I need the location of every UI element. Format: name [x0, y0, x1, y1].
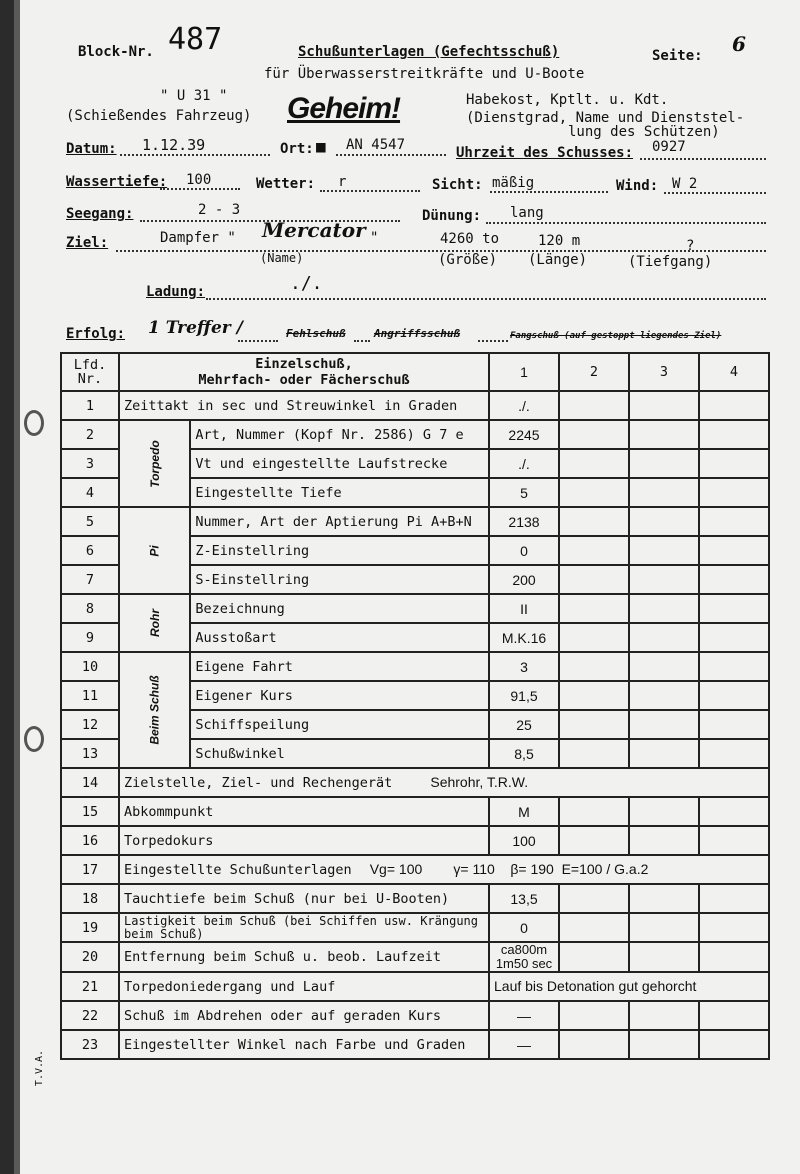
punch-hole-bottom — [24, 726, 44, 752]
row-value-1: 0 — [489, 536, 559, 565]
row-description: Torpedokurs — [119, 826, 489, 855]
vessel-label: (Schießendes Fahrzeug) — [66, 108, 252, 124]
row-value-1: — — [489, 1030, 559, 1059]
row-number: 21 — [61, 972, 119, 1001]
table-row — [61, 797, 769, 826]
depth-value: 100 — [186, 172, 212, 188]
row-value-1: 5 — [489, 478, 559, 507]
weather-label: Wetter: — [256, 176, 316, 192]
row-value-1: 25 — [489, 710, 559, 739]
row-number: 22 — [61, 1001, 119, 1030]
row-description: Schußwinkel — [190, 739, 489, 768]
result-option-coupdegrace: Fangschuß (auf gestoppt liegendes Ziel) — [510, 331, 722, 341]
depth-dots — [160, 188, 240, 190]
row-number: 10 — [61, 652, 119, 681]
shooter-label-2: lung des Schützen) — [568, 124, 720, 140]
row-value-1: ca800m 1m50 sec — [489, 942, 559, 972]
place-label: Ort: — [280, 141, 314, 157]
visibility-label: Sicht: — [432, 177, 483, 193]
time-value: 0927 — [652, 139, 686, 155]
row-value-1: 200 — [489, 565, 559, 594]
col-header-4: 4 — [699, 353, 769, 391]
target-name-label: (Name) — [260, 251, 304, 265]
row-number: 15 — [61, 797, 119, 826]
vessel-value: " U 31 " — [160, 88, 228, 104]
row-value-1: 8,5 — [489, 739, 559, 768]
row-value-1: — — [489, 1001, 559, 1030]
row-number: 1 — [61, 391, 119, 420]
col-header-3: 3 — [629, 353, 699, 391]
table-row — [61, 652, 769, 681]
row-number: 12 — [61, 710, 119, 739]
shooter-value: Habekost, Kptlt. u. Kdt. — [466, 92, 669, 108]
wind-dots — [664, 192, 766, 194]
table-row — [61, 972, 769, 1001]
page-number: 6 — [732, 32, 746, 56]
date-dots — [120, 154, 270, 156]
target-length: 120 m — [538, 233, 581, 249]
secret-stamp: Geheim! — [287, 92, 401, 125]
table-row — [61, 391, 769, 420]
shot-data-table — [60, 352, 770, 1060]
punch-hole-top — [24, 410, 44, 436]
row-number: 20 — [61, 942, 119, 972]
col-header-1: 1 — [489, 353, 559, 391]
form-title: Schußunterlagen (Gefechtsschuß) — [298, 44, 560, 60]
target-draft-label: (Tiefgang) — [628, 254, 713, 270]
row-description: Schuß im Abdrehen oder auf geraden Kurs — [119, 1001, 489, 1030]
row-description: Eigene Fahrt — [190, 652, 489, 681]
group-rohr — [119, 594, 190, 652]
row-value-span: Sehrohr, T.R.W. — [430, 774, 529, 790]
row-description: Ausstoßart — [190, 623, 489, 652]
table-row — [61, 942, 769, 972]
table-row — [61, 507, 769, 536]
row-value-1: 2245 — [489, 420, 559, 449]
table-row — [61, 768, 769, 797]
binder-shadow — [14, 0, 20, 1174]
row-value-1: 2138 — [489, 507, 559, 536]
row-description: Lastigkeit beim Schuß (bei Schiffen usw. Krängung beim Schuß) — [119, 913, 489, 942]
result-option-miss: Fehlschuß — [286, 327, 346, 340]
swell-dots — [486, 222, 766, 224]
weather-dots — [320, 190, 420, 192]
visibility-value: mäßig — [492, 175, 535, 191]
target-size-label: (Größe) — [438, 252, 498, 268]
time-label: Uhrzeit des Schusses: — [456, 145, 634, 161]
row-value-1: 0 — [489, 913, 559, 942]
row-description: Art, Nummer (Kopf Nr. 2586) G 7 e — [190, 420, 489, 449]
swell-value: lang — [510, 205, 544, 221]
row-number: 23 — [61, 1030, 119, 1059]
table-row — [61, 1030, 769, 1059]
row-number: 5 — [61, 507, 119, 536]
table-row — [61, 420, 769, 449]
place-dots — [336, 154, 446, 156]
row-description: Nummer, Art der Aptierung Pi A+B+N — [190, 507, 489, 536]
table-row — [61, 1001, 769, 1030]
target-name: Mercator — [262, 218, 366, 242]
place-checkbox-icon: ■ — [316, 137, 326, 156]
group-rohr-label: Rohr — [147, 609, 162, 637]
time-dots — [640, 158, 766, 160]
row-value-1: ./. — [489, 391, 559, 420]
result-option-attack: Angriffsschuß — [374, 327, 461, 340]
group-beim-schuss-label: Beim Schuß — [147, 675, 162, 745]
row-description: Eingestellte Schußunterlagen — [124, 862, 352, 878]
target-value-pre: Dampfer " — [160, 230, 236, 246]
table-row — [61, 913, 769, 942]
seastate-value: 2 - 3 — [198, 202, 241, 218]
row-description: Z-Einstellring — [190, 536, 489, 565]
row-description: Bezeichnung — [190, 594, 489, 623]
row-description: Zielstelle, Ziel- und Rechengerät — [124, 775, 393, 791]
row-number: 4 — [61, 478, 119, 507]
col-header-desc-2: Mehrfach- oder Fächerschuß — [198, 372, 410, 388]
row-value-1: II — [489, 594, 559, 623]
table-row — [61, 826, 769, 855]
table-header-row — [61, 353, 769, 391]
cargo-label: Ladung: — [146, 284, 206, 300]
row-value-1: 13,5 — [489, 884, 559, 913]
group-pi-label: Pi — [147, 544, 162, 557]
cargo-dots — [206, 298, 766, 300]
block-number: 487 — [168, 22, 223, 57]
row-description: Zeittakt in sec und Streuwinkel in Graden — [119, 391, 489, 420]
depth-label: Wassertiefe: — [66, 174, 168, 190]
col-header-2: 2 — [559, 353, 629, 391]
result-dots-3 — [478, 340, 508, 342]
row-value-span: Lauf bis Detonation gut gehorcht — [489, 972, 769, 1001]
table-row — [61, 855, 769, 884]
row-value-span: Vg= 100 γ= 110 β= 190 E=100 / G.a.2 — [369, 861, 649, 877]
result-dots-2 — [354, 340, 370, 342]
row-number: 2 — [61, 420, 119, 449]
row-value-1: 3 — [489, 652, 559, 681]
row-description: Vt und eingestellte Laufstrecke — [190, 449, 489, 478]
row-number: 8 — [61, 594, 119, 623]
row-description: Eigener Kurs — [190, 681, 489, 710]
col-header-desc — [119, 353, 489, 391]
row-description: S-Einstellring — [190, 565, 489, 594]
visibility-dots — [490, 191, 608, 193]
row-number: 6 — [61, 536, 119, 565]
row-number: 3 — [61, 449, 119, 478]
margin-note: T.V.A. — [34, 1049, 46, 1087]
target-draft: ? — [686, 238, 695, 254]
row-number: 14 — [61, 768, 119, 797]
table-row — [61, 884, 769, 913]
cargo-value: ./. — [290, 273, 323, 294]
target-size: 4260 to — [440, 231, 500, 247]
row-description-span — [119, 855, 769, 884]
result-value: 1 Treffer / — [148, 318, 243, 338]
row-value-1: 91,5 — [489, 681, 559, 710]
page-label: Seite: — [652, 48, 703, 64]
group-torpedo — [119, 420, 190, 507]
shooter-label-1: (Dienstgrad, Name und Dienststel- — [466, 110, 745, 126]
row-description: Tauchtiefe beim Schuß (nur bei U-Booten) — [119, 884, 489, 913]
row-number: 9 — [61, 623, 119, 652]
row-number: 7 — [61, 565, 119, 594]
swell-label: Dünung: — [422, 208, 482, 224]
weather-value: r — [338, 174, 347, 190]
row-value-1: 100 — [489, 826, 559, 855]
row-number: 13 — [61, 739, 119, 768]
binder-edge — [0, 0, 14, 1174]
row-value-1: M.K.16 — [489, 623, 559, 652]
row-description: Torpedoniedergang und Lauf — [119, 972, 489, 1001]
col-header-desc-1: Einzelschuß, — [255, 356, 353, 372]
row-number: 18 — [61, 884, 119, 913]
row-description-span — [119, 768, 769, 797]
row-value-1: ./. — [489, 449, 559, 478]
row-description: Abkommpunkt — [119, 797, 489, 826]
col-header-lfd: Lfd. Nr. — [61, 353, 119, 391]
group-beim-schuss — [119, 652, 190, 768]
date-label: Datum: — [66, 141, 117, 157]
row-description: Schiffspeilung — [190, 710, 489, 739]
seastate-label: Seegang: — [66, 206, 134, 222]
row-number: 17 — [61, 855, 119, 884]
wind-label: Wind: — [616, 178, 659, 194]
group-torpedo-label: Torpedo — [147, 439, 162, 488]
target-value-post: " — [370, 230, 379, 246]
result-dots-1 — [238, 340, 278, 342]
row-description: Eingestellter Winkel nach Farbe und Graden — [119, 1030, 489, 1059]
row-number: 11 — [61, 681, 119, 710]
row-number: 16 — [61, 826, 119, 855]
result-label: Erfolg: — [66, 326, 126, 342]
form-subtitle: für Überwasserstreitkräfte und U-Boote — [264, 66, 585, 82]
table-row — [61, 594, 769, 623]
date-value: 1.12.39 — [142, 136, 206, 154]
wind-value: W 2 — [672, 176, 698, 192]
row-value-1: M — [489, 797, 559, 826]
row-number: 19 — [61, 913, 119, 942]
place-value: AN 4547 — [346, 137, 406, 153]
target-length-label: (Länge) — [528, 252, 588, 268]
row-description: Entfernung beim Schuß u. beob. Laufzeit — [119, 942, 489, 972]
block-label: Block-Nr. — [78, 44, 154, 60]
target-label: Ziel: — [66, 235, 109, 251]
row-description: Eingestellte Tiefe — [190, 478, 489, 507]
group-pi — [119, 507, 190, 594]
